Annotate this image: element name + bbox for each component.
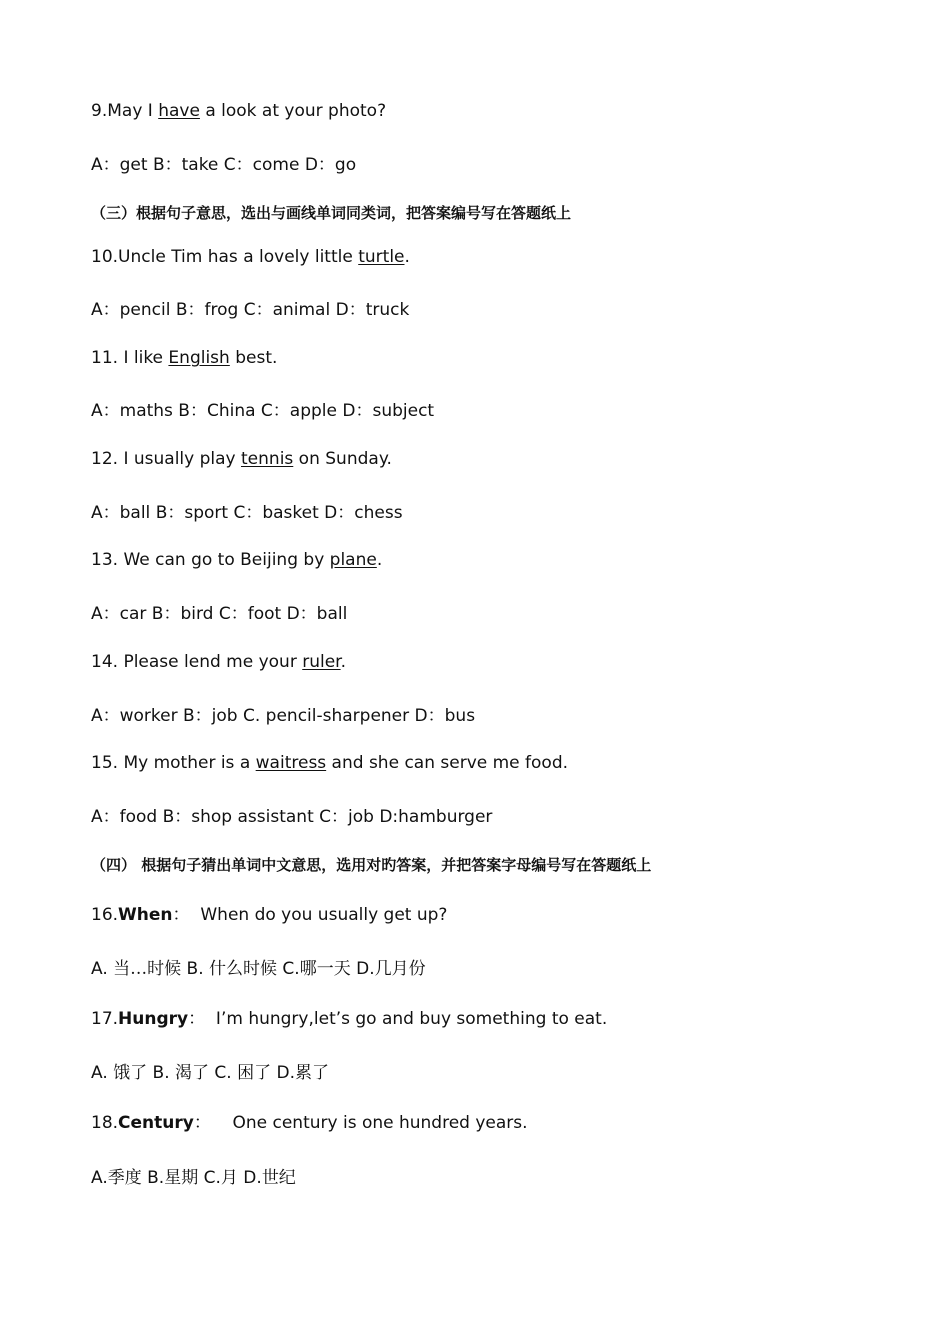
section-4-heading: （四） 根据句子猜出单词中文意思，选用对旳答案，并把答案字母编号写在答题纸上 [91, 856, 652, 874]
question-13: 13. We can go to Beijing by plane. [91, 550, 383, 570]
underlined-word: waitress [255, 753, 327, 773]
underlined-word: have [158, 101, 200, 121]
keyword: Hungry [118, 1009, 189, 1029]
question-17-options: A. 饿了 B. 渴了 C. 困了 D.累了 [91, 1063, 330, 1083]
underlined-word: tennis [241, 449, 294, 469]
question-9-options: A：get B：take C：come D：go [91, 155, 357, 175]
underlined-word: plane [329, 550, 377, 570]
question-12: 12. I usually play tennis on Sunday. [91, 449, 392, 469]
underlined-word: turtle [358, 247, 405, 267]
question-14: 14. Please lend me your ruler. [91, 652, 347, 672]
keyword: When [118, 905, 173, 925]
question-12-options: A：ball B：sport C：basket D：chess [91, 503, 403, 523]
question-16: 16.When： When do you usually get up? [91, 905, 448, 925]
question-11: 11. I like English best. [91, 348, 278, 368]
keyword: Century [118, 1113, 194, 1133]
underlined-word: ruler [302, 652, 341, 672]
question-14-options: A：worker B：job C. pencil-sharpener D：bus [91, 706, 476, 726]
question-9: 9.May I have a look at your photo? [91, 101, 387, 121]
question-16-options: A. 当…时候 B. 什么时候 C.哪一天 D.几月份 [91, 959, 426, 979]
question-17: 17.Hungry： I’m hungry,let’s go and buy something to eat. [91, 1009, 608, 1029]
section-3-heading: （三）根据句子意思，选出与画线单词同类词，把答案编号写在答题纸上 [91, 204, 572, 222]
question-15: 15. My mother is a waitress and she can serve me food. [91, 753, 569, 773]
question-10-options: A：pencil B：frog C：animal D：truck [91, 300, 410, 320]
question-18-options: A.季度 B.星期 C.月 D.世纪 [91, 1168, 296, 1188]
question-11-options: A：maths B：China C：apple D：subject [91, 401, 435, 421]
question-13-options: A：car B：bird C：foot D：ball [91, 604, 348, 624]
question-10: 10.Uncle Tim has a lovely little turtle. [91, 247, 410, 267]
question-18: 18.Century： One century is one hundred years. [91, 1113, 528, 1133]
underlined-word: English [168, 348, 230, 368]
question-15-options: A：food B：shop assistant C：job D:hamburger [91, 807, 493, 827]
